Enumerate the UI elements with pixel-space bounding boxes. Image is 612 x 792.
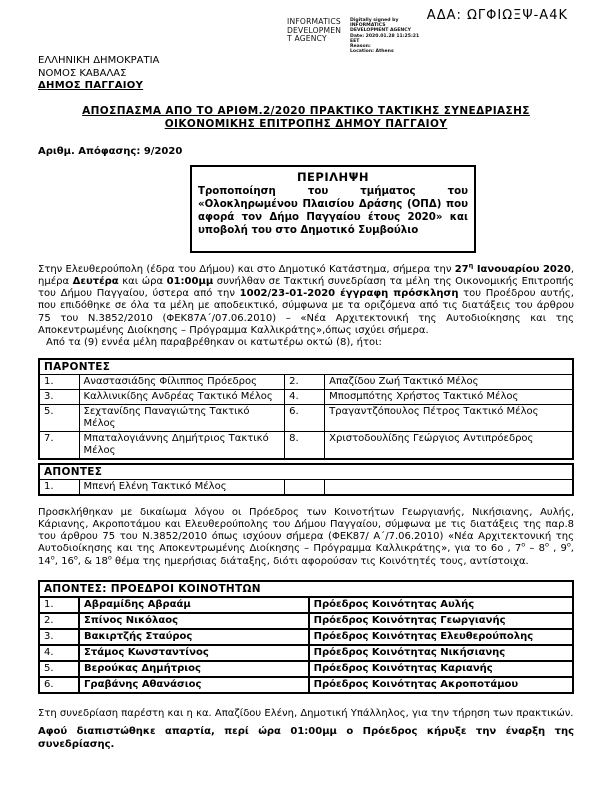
- absent-community-presidents-table: [38, 580, 574, 694]
- present-table-header: ΠΑΡΟΝΤΕΣ: [39, 359, 573, 375]
- secretary-paragraph: Στη συνεδρίαση παρέστη και η κα. Απαζίδου Ελένη, Δημοτική Υπάλληλος, για την τήρηση των πρακτικών.: [38, 708, 574, 720]
- quorum-paragraph: Αφού διαπιστώθηκε απαρτία, περί ώρα 01:00μμ ο Πρόεδρος κήρυξε την έναρξη της συνεδρίασης.: [38, 726, 574, 750]
- stamp-agency-line: INFORMATICS: [287, 17, 341, 26]
- table-cell: Πρόεδρος Κοινότητας Νικήσιανης: [309, 645, 573, 661]
- table-cell: Γραβάνης Αθανάσιος: [79, 677, 309, 693]
- text-segment: Στην Ελευθερούπολη (έδρα του Δήμου) και στο Δημοτικό Κατάστημα, σήμερα την: [38, 263, 455, 275]
- table-row: [39, 374, 573, 389]
- table-cell: 5.: [39, 404, 79, 431]
- text-segment: 27: [454, 263, 469, 275]
- table-cell: Πρόεδρος Κοινότητας Καριανής: [309, 661, 573, 677]
- table-cell: 2.: [285, 374, 325, 389]
- table-cell: Τραγαντζόπουλος Πέτρος Τακτικό Μέλος: [325, 404, 573, 431]
- header-municipality: ΔΗΜΟΣ ΠΑΓΓΑΙΟΥ: [38, 80, 144, 91]
- text-segment: ο: [544, 541, 549, 550]
- absent-presidents-table-header: ΑΠΟΝΤΕΣ: ΠΡΟΕΔΡΟΙ ΚΟΙΝΟΤΗΤΩΝ: [39, 581, 573, 597]
- table-cell: Μπενή Ελένη Τακτικό Μέλος: [79, 479, 285, 495]
- stamp-sig-line: Digitally signed by: [350, 18, 399, 23]
- table-row: [39, 389, 573, 404]
- table-row: [39, 613, 573, 629]
- stamp-agency-line: DEVELOPMEN: [287, 25, 342, 35]
- table-cell: [325, 479, 573, 495]
- table-row: [39, 479, 573, 495]
- table-cell: Καλλινικίδης Ανδρέας Τακτικό Μέλος: [79, 389, 285, 404]
- decision-number-label: Αριθμ. Απόφασης:: [38, 145, 141, 157]
- attendance-count-line: Από τα (9) εννέα μέλη παραβρέθηκαν οι κατωτέρω οκτώ (8), ήτοι:: [46, 337, 382, 349]
- stamp-sig-line: EET: [350, 38, 360, 44]
- absent-table-header: ΑΠΟΝΤΕΣ: [39, 464, 573, 480]
- summary-body: Τροποποίηση του τμήματος του «Ολοκληρωμένου Πλαισίου Δράσης (ΟΠΔ) που αφορά τον Δήμο Παγγαίου έτους 2020» και υποβολή του στο Δημοτικό Συμβούλιο: [198, 185, 468, 236]
- stamp-agency-line: T AGENCY: [287, 34, 327, 44]
- table-row: [39, 645, 573, 661]
- summary-title: ΠΕΡΙΛΗΨΗ: [296, 169, 370, 184]
- table-cell: Πρόεδρος Κοινότητας Ακροποτάμου: [309, 677, 573, 693]
- absent-members-table: [38, 463, 574, 496]
- text-segment: ο: [566, 541, 571, 550]
- table-row: [39, 431, 573, 459]
- text-segment: Ιανουαρίου 2020: [473, 263, 571, 275]
- table-header-row: [39, 359, 573, 375]
- table-cell: [285, 479, 325, 495]
- table-cell: Αναστασιάδης Φίλιππος Πρόεδρος: [79, 374, 285, 389]
- decision-number-value: 9/2020: [143, 145, 183, 157]
- stamp-signature-details: [350, 18, 419, 54]
- text-segment: η: [468, 261, 474, 270]
- text-segment: , ημέρα: [38, 263, 574, 287]
- document-title: [38, 105, 574, 131]
- document-title-line1: ΑΠΟΣΠΑΣΜΑ ΑΠΟ ΤΟ ΑΡΙΘΜ.2/2020 ΠΡΑΚΤΙΚΟ ΤΑΚΤΙΚΗΣ ΣΥΝΕΔΡΙΑΣΗΣ: [82, 104, 530, 117]
- table-row: [39, 404, 573, 431]
- table-cell: 4.: [285, 389, 325, 404]
- text-segment: ο: [73, 553, 78, 562]
- text-segment: , & 18: [77, 555, 108, 567]
- table-cell: Πρόεδρος Κοινότητας Γεωργιανής: [309, 613, 573, 629]
- summary-box: [190, 165, 476, 253]
- table-cell: 1.: [39, 597, 79, 613]
- table-cell: Αβραμίδης Αβραάμ: [79, 597, 309, 613]
- text-segment: 1002/23-01-2020 έγγραφη πρόσκληση: [239, 288, 459, 300]
- ada-code: ΑΔΑ: ΩΓΦΙΩΞΨ-Α4Κ: [426, 8, 568, 23]
- text-segment: ο: [50, 553, 55, 562]
- table-header-row: [39, 581, 573, 597]
- table-cell: 6.: [39, 677, 79, 693]
- table-cell: Πρόεδρος Κοινότητας Αυλής: [309, 597, 573, 613]
- text-segment: ο: [521, 541, 526, 550]
- table-cell: Πρόεδρος Κοινότητας Ελευθερούπολης: [309, 629, 573, 645]
- table-cell: 4.: [39, 645, 79, 661]
- table-cell: 5.: [39, 661, 79, 677]
- table-row: [39, 661, 573, 677]
- text-segment: , 16: [54, 555, 74, 567]
- header-republic: ΕΛΛΗΝΙΚΗ ΔΗΜΟΚΡΑΤΙΑ: [38, 55, 160, 66]
- text-segment: , 14: [38, 543, 574, 567]
- table-cell: Βακιρτζής Σταύρος: [79, 629, 309, 645]
- table-cell: 1.: [39, 374, 79, 389]
- table-row: [39, 677, 573, 693]
- digital-signature-stamp: [287, 18, 419, 54]
- table-cell: 1.: [39, 479, 79, 495]
- text-segment: του Προέδρου αυτής, που επιδόθηκε σε όλα τα μέλη με αποδεικτικό, σύμφωνα με τα οριζόμενα από τις διατάξεις του άρθρου 75 του Ν.3852/2010 (ΦΕΚ87Α΄/07.06.2010) – «Νέα Αρχιτεκτονική της Αυτοδιοίκησης και της Αποκεντρωμένης Διοίκησης – Πρόγραμμα Καλλικράτης»,όπως ισχύει σήμερα.: [38, 288, 574, 336]
- text-segment: θέμα της ημερήσιας διάταξης, διότι αφορούσαν τις Κοινότητές τους, αντίστοιχα.: [111, 555, 529, 567]
- table-cell: 3.: [39, 389, 79, 404]
- stamp-sig-line: INFORMATICS: [350, 23, 386, 29]
- table-cell: Βερούκας Δημήτριος: [79, 661, 309, 677]
- table-row: [39, 629, 573, 645]
- table-cell: Μπαταλογιάννης Δημήτριος Τακτικό Μέλος: [79, 431, 285, 459]
- session-intro-paragraph: [38, 261, 575, 338]
- decision-number: [38, 146, 574, 157]
- table-header-row: [39, 464, 573, 480]
- table-row: [39, 597, 573, 613]
- table-cell: Σεχτανίδης Παναγιώτης Τακτικό Μέλος: [79, 404, 285, 431]
- text-segment: συνήλθαν σε Τακτική συνεδρίαση τα μέλη της Οικονομικής Επιτροπής του Δήμου Παγγαίου, ύστερα από την: [38, 275, 575, 300]
- text-segment: – 8: [525, 543, 545, 555]
- text-segment: 01:00μμ: [166, 275, 214, 287]
- stamp-sig-line: DEVELOPMENT AGENCY: [350, 28, 411, 34]
- table-cell: Στάμος Κωνσταντίνος: [79, 645, 309, 661]
- table-cell: Απαζίδου Ζωή Τακτικό Μέλος: [325, 374, 573, 389]
- stamp-sig-line: Location: Athens: [350, 49, 394, 55]
- table-cell: 2.: [39, 613, 79, 629]
- present-members-table: [38, 358, 574, 460]
- stamp-sig-line: Reason:: [350, 44, 371, 50]
- table-cell: Χριστοδουλίδης Γεώργιος Αντιπρόεδρος: [325, 431, 573, 459]
- text-segment: Προσκλήθηκαν με δικαίωμα λόγου οι Πρόεδρος των Κοινοτήτων Γεωργιανής, Νικήσιανης, Αυλής, Κάριανης, Ακροποτάμου και Ελευθερούπολης του Δήμου Παγγαίου, σύμφωνα με τις διατάξεις της παρ.8 του άρθρου 75 του Ν.3852/2010 όπως ισχύουν σήμερα (ΦΕΚ87/ Α΄/7.06.2010) «Νέα Αρχιτεκτονική της Αυτοδιοίκησης και της Αποκεντρωμένης Διοίκησης – Πρόγραμμα Καλλικράτης», για το 6ο , 7: [38, 506, 574, 555]
- stamp-sig-line: Date: 2020.01.28 11:25:21: [350, 33, 420, 39]
- document-title-line2: ΟΙΚΟΝΟΜΙΚΗΣ ΕΠΙΤΡΟΠΗΣ ΔΗΜΟΥ ΠΑΓΓΑΙΟΥ: [164, 117, 448, 130]
- table-cell: 3.: [39, 629, 79, 645]
- table-cell: 8.: [285, 431, 325, 459]
- text-segment: ο: [107, 553, 112, 562]
- text-segment: και ώρα: [118, 275, 167, 287]
- table-cell: 7.: [39, 431, 79, 459]
- text-segment: , 9: [548, 543, 567, 555]
- text-segment: Δευτέρα: [72, 275, 119, 287]
- table-cell: 6.: [285, 404, 325, 431]
- header-prefecture: ΝΟΜΟΣ ΚΑΒΑΛΑΣ: [38, 67, 127, 79]
- community-presidents-invite-paragraph: [38, 507, 574, 568]
- table-cell: Μποσμπότης Χρήστος Τακτικό Μέλος: [325, 389, 573, 404]
- stamp-agency-name: [287, 18, 345, 54]
- table-cell: Σπίνος Νικόλαος: [79, 613, 309, 629]
